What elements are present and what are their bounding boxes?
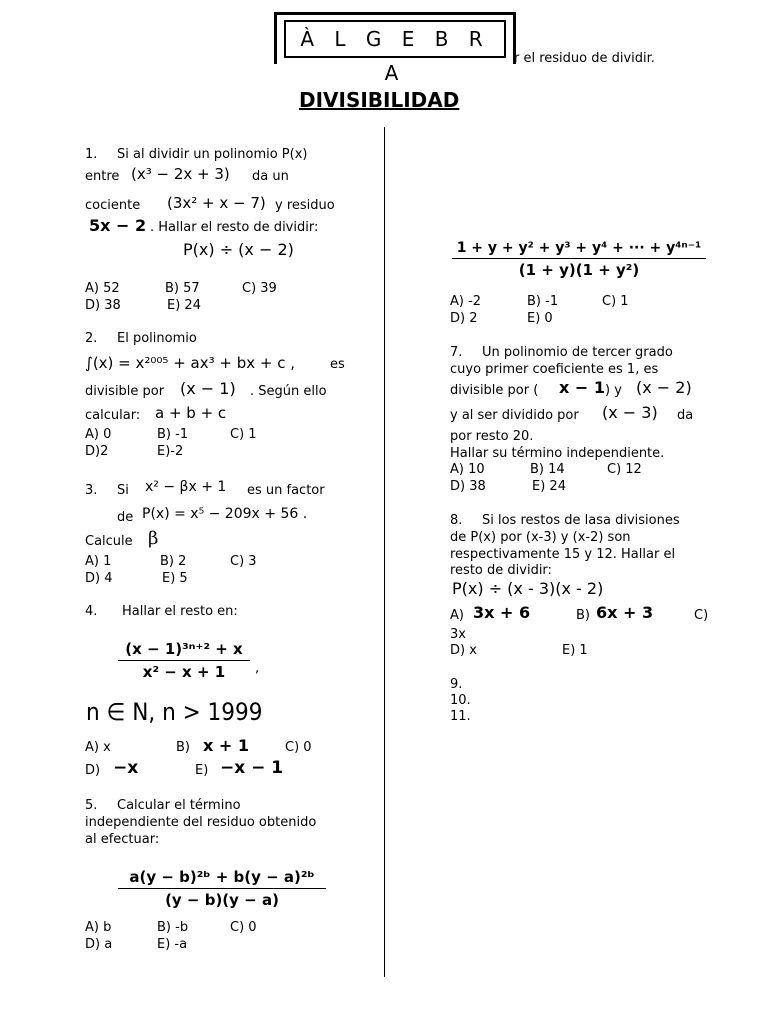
q3-number: 3. [85,483,98,498]
q8-option-c-label: C) [694,608,709,623]
q4-number: 4. [85,604,98,619]
q5-option-c: C) 0 [230,920,257,935]
q2-segun: . Según ello [250,384,327,399]
list-item-11: 11. [450,709,471,724]
q7-line5: por resto 20. [450,429,534,444]
q3-factor: x² − βx + 1 [145,479,227,495]
q1-da-un: da un [252,169,289,184]
q1-quotient: (3x² + x − 7) [167,194,266,212]
section-title: DIVISIBILIDAD [299,88,460,112]
list-item-9: 9. [450,677,463,692]
q7-option-a: A) 10 [450,462,485,477]
q6-fraction [452,240,706,279]
header-side-text: r el residuo de dividir. [514,51,655,66]
q1-option-c: C) 39 [242,281,277,296]
q7-line6: Hallar su término independiente. [450,446,665,461]
q5-denominator: (y − b)(y − a) [165,891,279,909]
q3-es-un-factor: es un factor [247,483,325,498]
q2-es: es [330,357,345,372]
q7-y-al-ser: y al ser dividido por [450,408,579,423]
q6-option-b: B) -1 [527,294,559,309]
q5-option-b: B) -b [157,920,189,935]
q7-line2: cuyo primer coeficiente es 1, es [450,362,659,377]
q1-hallar: . Hallar el resto de dividir: [150,220,319,235]
q8-division: P(x) ÷ (x - 3)(x - 2) [452,579,604,598]
q1-y-residuo: y residuo [275,198,335,213]
q5-option-d: D) a [85,937,113,952]
q8-number: 8. [450,513,463,528]
q8-option-d: D) x [450,643,477,658]
q5-numerator: a(y − b)²ᵇ + b(y − a)²ᵇ [118,868,326,889]
q5-line1: Calcular el término [117,798,241,813]
q2-option-e: E)-2 [157,444,184,459]
q5-option-e: E) -a [157,937,188,952]
q4-option-c: C) 0 [285,740,312,755]
page-title: À L G E B R A [284,20,506,58]
q8-option-b-value: 6x + 3 [596,603,654,622]
q8-option-e: E) 1 [562,643,588,658]
q8-option-a-label: A) [450,608,464,623]
q1-option-e: E) 24 [167,298,201,313]
q4-option-b-value: x + 1 [203,736,249,755]
q1-number: 1. [85,147,98,162]
q2-factor: (x − 1) [180,379,236,398]
q8-option-b-label: B) [576,608,590,623]
q1-option-d: D) 38 [85,298,121,313]
q3-option-b: B) 2 [160,554,187,569]
q1-option-b: B) 57 [165,281,200,296]
q4-numerator: (x − 1)³ⁿ⁺² + x [118,640,250,661]
q7-number: 7. [450,345,463,360]
q8-line4: resto de dividir: [450,563,552,578]
q7-line1: Un polinomio de tercer grado [482,345,673,360]
q7-y: ) y [605,383,622,398]
q7-option-c: C) 12 [607,462,642,477]
q6-denominator: (1 + y)(1 + y²) [518,261,640,279]
q5-option-a: A) b [85,920,112,935]
q5-line3: al efectuar: [85,832,160,847]
q2-line1: El polinomio [117,331,197,346]
q1-entre: entre [85,169,120,184]
q2-expression: ∫(x) = x²⁰⁰⁵ + ax³ + bx + c , [85,354,296,372]
q4-option-b-label: B) [176,740,190,755]
q3-option-d: D) 4 [85,571,113,586]
q7-option-e: E) 24 [532,479,566,494]
q2-option-c: C) 1 [230,427,257,442]
q8-line3: respectivamente 15 y 12. Hallar el [450,547,676,562]
q1-line1: Si al dividir un polinomio P(x) [117,147,308,162]
q2-option-d: D)2 [85,444,109,459]
q2-option-a: A) 0 [85,427,112,442]
q7-factor2: (x − 2) [636,378,692,397]
column-divider [384,127,385,977]
q6-numerator: 1 + y + y² + y³ + y⁴ + ··· + y⁴ⁿ⁻¹ [452,240,706,259]
q5-number: 5. [85,798,98,813]
q4-condition: n ∈ N, n > 1999 [86,698,263,726]
q2-target: a + b + c [155,404,227,422]
q3-option-a: A) 1 [85,554,112,569]
q8-line1: Si los restos de lasa divisiones [482,513,680,528]
q4-denominator: x² − x + 1 [142,663,226,681]
q4-fraction [118,640,250,681]
q7-divisible-por: divisible por ( [450,383,539,398]
q3-option-e: E) 5 [162,571,188,586]
q7-option-b: B) 14 [530,462,565,477]
q2-option-b: B) -1 [157,427,189,442]
q2-number: 2. [85,331,98,346]
q6-option-d: D) 2 [450,311,478,326]
q4-option-a: A) x [85,740,111,755]
q1-division: P(x) ÷ (x − 2) [183,240,294,259]
q7-da: da [677,408,694,423]
q3-beta: β [148,528,159,549]
q4-option-d-label: D) [85,763,101,778]
q3-polynomial: P(x) = x⁵ − 209x + 56 . [142,506,308,522]
list-item-10: 10. [450,693,471,708]
q3-option-c: C) 3 [230,554,257,569]
q3-de: de [117,510,134,525]
q1-divisor: (x³ − 2x + 3) [131,165,230,183]
q3-si: Si [117,483,129,498]
q7-factor1: x − 1 [559,378,605,397]
q7-factor3: (x − 3) [602,403,658,422]
q4-option-e-label: E) [195,763,209,778]
q6-option-a: A) -2 [450,294,482,309]
q3-calcule: Calcule [85,534,133,549]
q4-comma: , [255,661,260,676]
q1-residuo: 5x − 2 [89,216,147,235]
q4-text: Hallar el resto en: [122,604,238,619]
q4-option-e-value: −x − 1 [220,758,284,778]
q6-option-c: C) 1 [602,294,629,309]
q5-line2: independiente del residuo obtenido [85,815,317,830]
q8-line2: de P(x) por (x-3) y (x-2) son [450,530,631,545]
q1-option-a: A) 52 [85,281,120,296]
q4-option-d-value: −x [113,758,139,778]
q7-option-d: D) 38 [450,479,486,494]
q2-divisible-por: divisible por [85,384,165,399]
q1-cociente: cociente [85,198,141,213]
q8-option-c-value: 3x [450,627,466,642]
q5-fraction [118,868,326,909]
q8-option-a-value: 3x + 6 [473,603,531,622]
q6-option-e: E) 0 [527,311,553,326]
q2-calcular: calcular: [85,408,141,423]
